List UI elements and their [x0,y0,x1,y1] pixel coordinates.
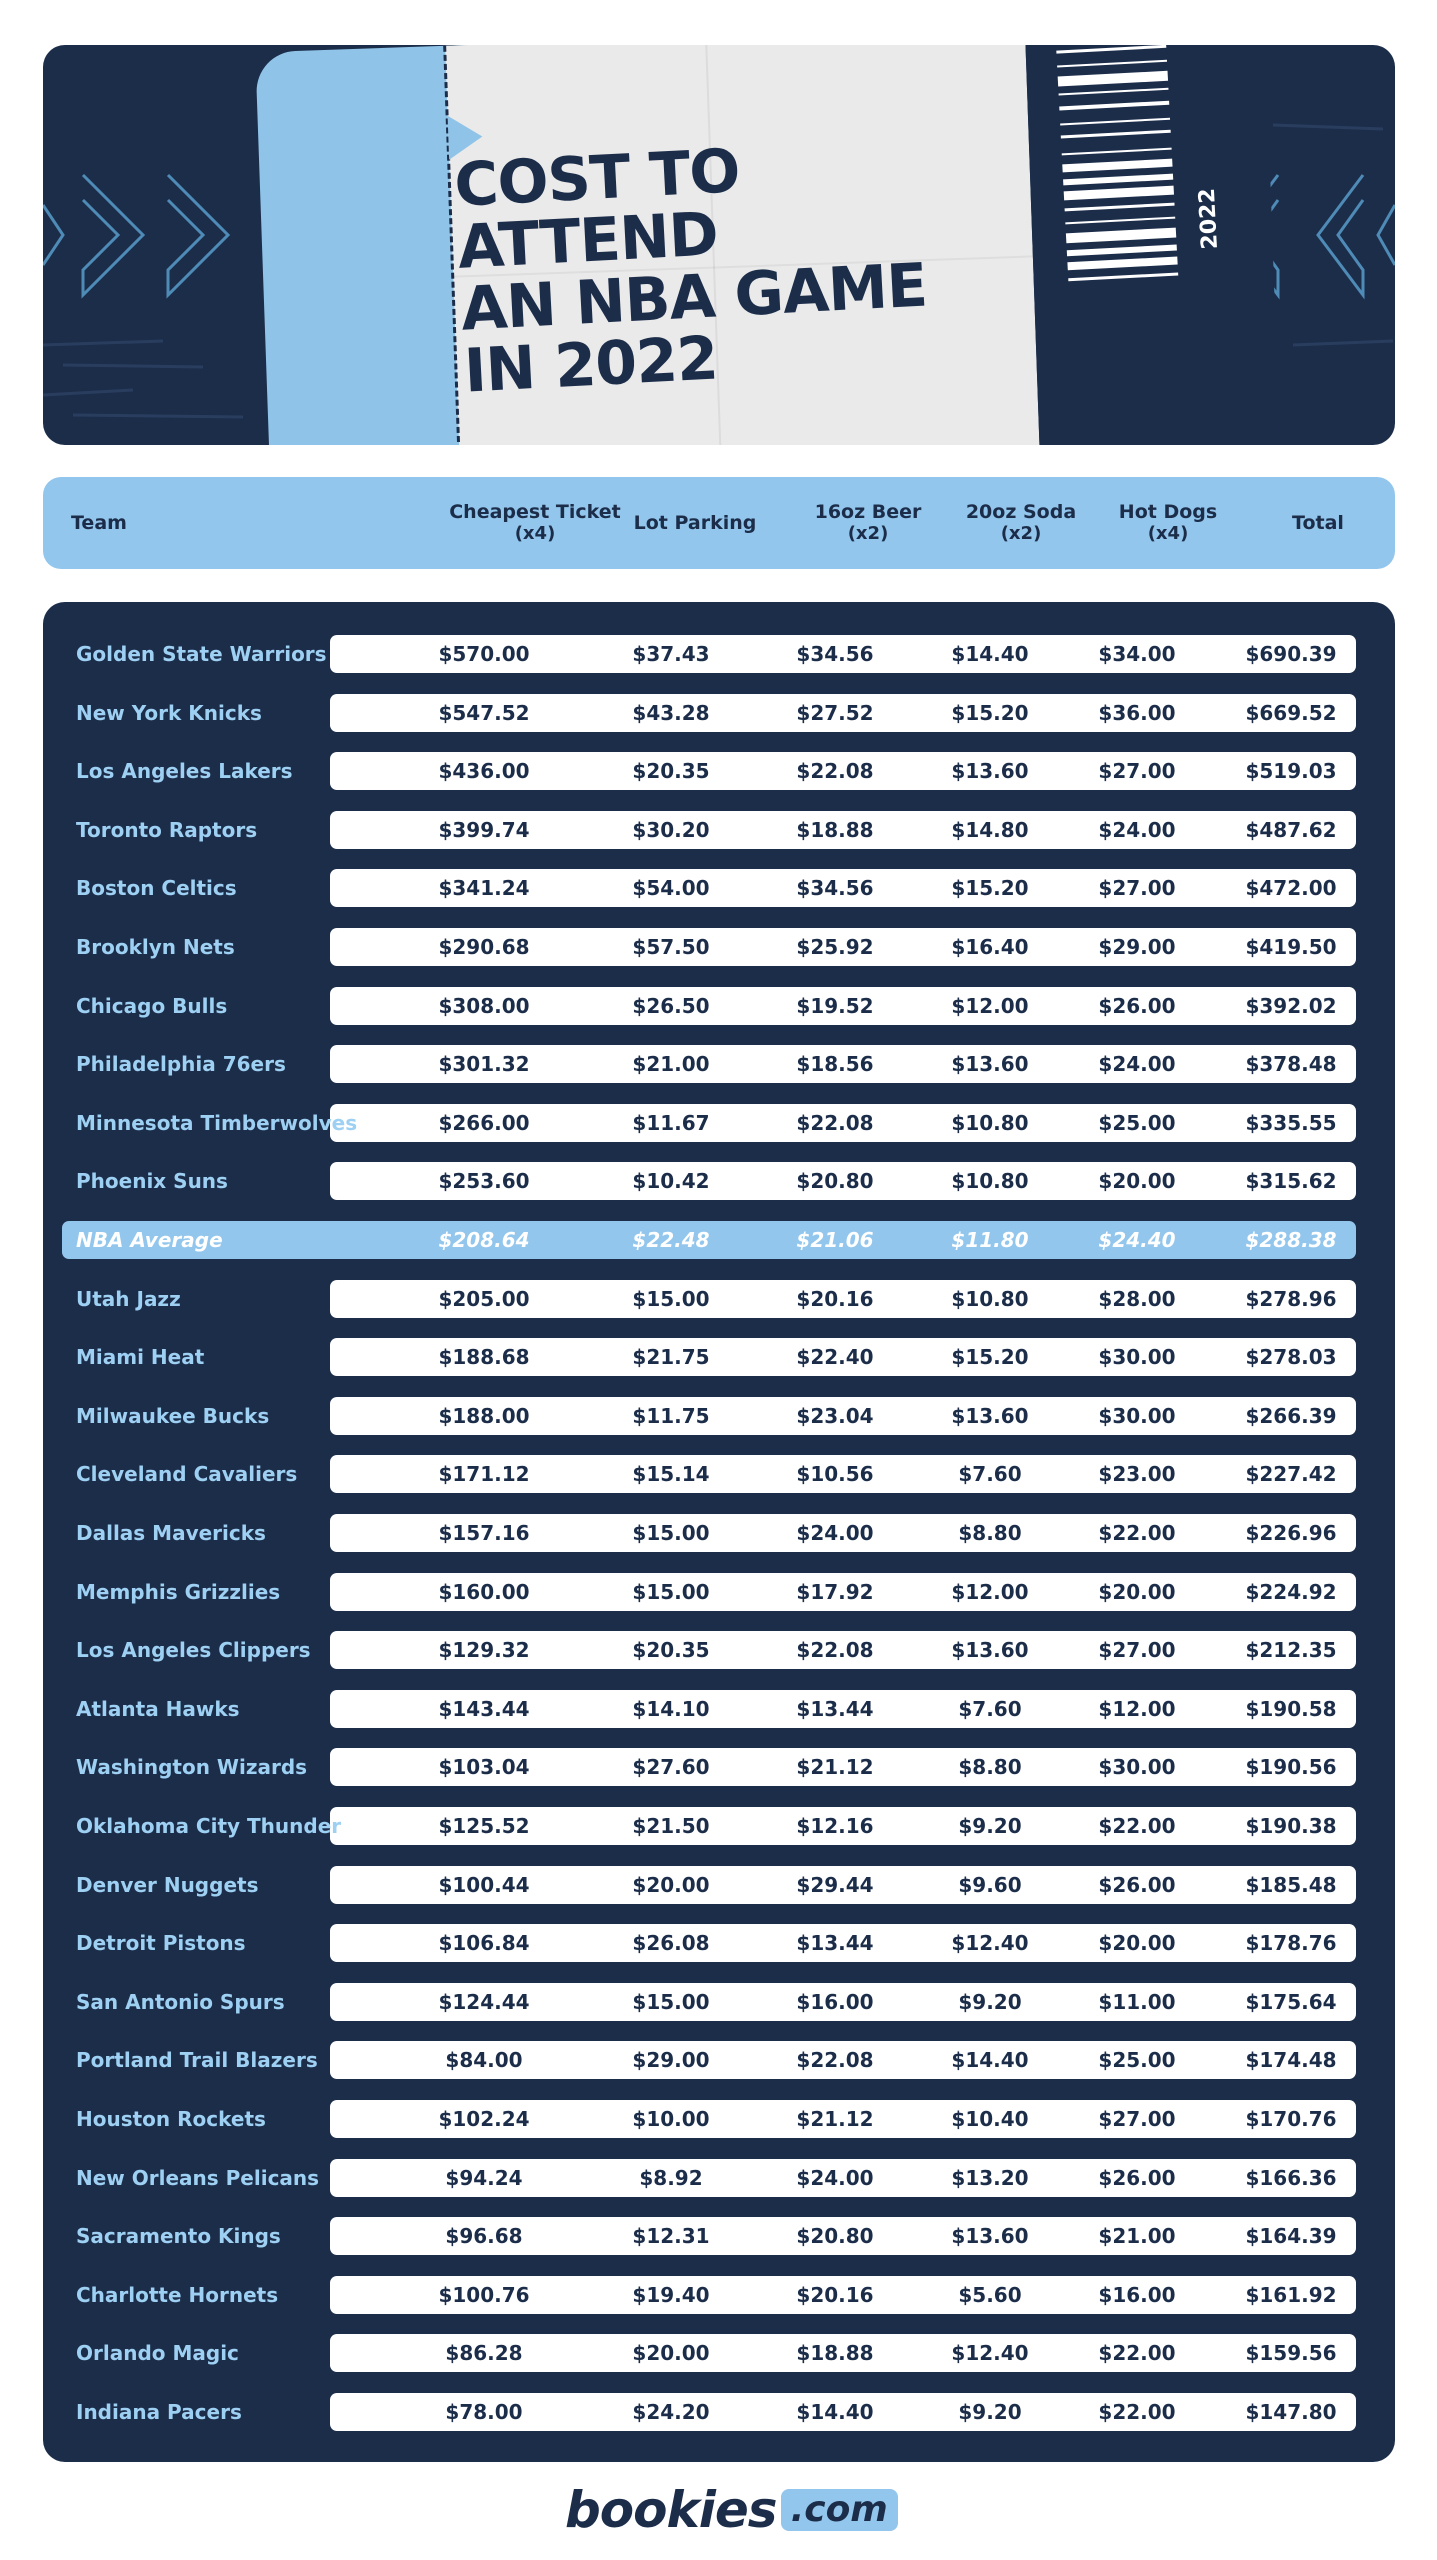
table-cell: $266.39 [1245,1403,1337,1428]
table-cell: $7.60 [958,1462,1022,1487]
team-name: Detroit Pistons [76,1931,246,1956]
table-cell: $24.00 [796,2165,874,2190]
table-cell: $11.75 [632,1403,710,1428]
table-row [43,1690,1395,1728]
table-cell: $12.16 [796,1814,874,1838]
table-cell: $143.44 [438,1696,530,1721]
table-cell: $10.40 [951,2107,1029,2131]
table-cell: $22.08 [796,1638,874,1663]
table-cell: $19.52 [796,993,874,1018]
team-name: Milwaukee Bucks [76,1403,270,1428]
header-lot-parking [595,477,795,569]
table-cell: $20.00 [632,1872,710,1897]
table-cell: $18.88 [796,2341,874,2366]
table-cell: $436.00 [438,759,530,784]
team-name: Dallas Mavericks [76,1521,266,1545]
table-cell: $22.08 [796,1110,874,1135]
table-cell: $178.76 [1245,1931,1337,1956]
table-row [43,1045,1395,1083]
table-cell: $29.00 [1098,935,1176,959]
table-cell: $20.16 [796,2282,874,2307]
table-cell: $84.00 [445,2048,523,2073]
table-cell: $20.80 [796,2224,874,2249]
table-cell: $14.10 [632,1696,710,1721]
table-cell: $21.00 [1098,2224,1176,2249]
table-cell: $21.50 [632,1814,710,1838]
table-cell: $34.56 [796,876,874,901]
table-cell: $27.00 [1098,2107,1176,2131]
team-name: Memphis Grizzlies [76,1579,281,1604]
table-cell: $253.60 [438,1169,530,1194]
team-name: Washington Wizards [76,1755,308,1780]
table-cell: $174.48 [1245,2048,1337,2073]
table-cell: $190.58 [1245,1696,1337,1721]
table-cell: $20.00 [1098,1169,1176,1194]
team-name: Utah Jazz [76,1286,181,1311]
table-cell: $20.16 [796,1286,874,1311]
table-cell: $20.00 [632,2341,710,2366]
table-row [43,1924,1395,1962]
table-cell: $28.00 [1098,1286,1176,1311]
table-cell: $472.00 [1245,876,1337,901]
header-label: 16oz Beer [814,501,922,523]
table-cell: $190.38 [1245,1814,1337,1838]
table-cell: $25.00 [1098,1110,1176,1135]
table-cell: $226.96 [1245,1521,1337,1545]
table-cell: $57.50 [632,935,710,959]
table-cell: $308.00 [438,993,530,1018]
team-name: San Antonio Spurs [76,1989,285,2014]
table-cell: $15.00 [632,1579,710,1604]
table-cell: $12.31 [632,2224,710,2249]
table-cell: $185.48 [1245,1872,1337,1897]
table-cell: $5.60 [958,2282,1022,2307]
table-cell: $164.39 [1245,2224,1337,2249]
table-cell: $13.60 [951,1403,1029,1428]
table-cell: $419.50 [1245,935,1337,959]
table-cell: $24.00 [1098,1052,1176,1077]
table-cell: $36.00 [1098,700,1176,725]
table-cell: $8.80 [958,1521,1022,1545]
table-cell: $20.00 [1098,1931,1176,1956]
table-cell: $54.00 [632,876,710,901]
table-cell: $18.88 [796,817,874,842]
header-sub: (x2) [847,523,889,544]
table-cell: $16.00 [796,1989,874,2014]
team-name: Oklahoma City Thunder [76,1814,342,1838]
table-row [43,1514,1395,1552]
table-cell: $13.44 [796,1696,874,1721]
table-cell: $34.00 [1098,642,1176,666]
table-cell: $129.32 [438,1638,530,1663]
table-cell: $30.20 [632,817,710,842]
team-name: Orlando Magic [76,2341,239,2366]
table-cell: $103.04 [438,1755,530,1780]
table-cell: $12.00 [951,1579,1029,1604]
table-cell: $188.68 [438,1345,530,1370]
team-name: Miami Heat [76,1345,205,1370]
barcode-year: 2022 [1194,187,1223,250]
table-cell: $10.80 [951,1286,1029,1311]
cost-table [43,602,1395,2462]
table-cell: $288.38 [1245,1228,1337,1252]
table-cell: $22.08 [796,2048,874,2073]
header-sub: (x2) [1000,523,1042,544]
table-cell: $301.32 [438,1052,530,1077]
table-cell: $14.40 [951,2048,1029,2073]
team-name: Boston Celtics [76,876,237,901]
table-cell: $315.62 [1245,1169,1337,1194]
team-name: Houston Rockets [76,2107,266,2131]
table-cell: $21.12 [796,1755,874,1780]
table-cell: $26.08 [632,1931,710,1956]
table-cell: $11.00 [1098,1989,1176,2014]
header-label: Cheapest Ticket [449,501,621,523]
table-cell: $30.00 [1098,1403,1176,1428]
table-cell: $24.00 [796,1521,874,1545]
table-cell: $30.00 [1098,1755,1176,1780]
table-cell: $26.00 [1098,2165,1176,2190]
table-cell: $24.00 [1098,817,1176,842]
table-cell: $8.80 [958,1755,1022,1780]
team-name: Phoenix Suns [76,1169,228,1194]
table-cell: $27.00 [1098,759,1176,784]
table-cell: $341.24 [438,876,530,901]
table-cell: $14.40 [796,2400,874,2424]
table-cell: $13.60 [951,1052,1029,1077]
banner-title: COST TO ATTEND AN NBA GAME IN 2022 [452,136,929,407]
table-cell: $13.60 [951,1638,1029,1663]
table-row [43,1455,1395,1493]
table-cell: $29.44 [796,1872,874,1897]
table-cell: $27.00 [1098,1638,1176,1663]
table-cell: $94.24 [445,2165,523,2190]
header-sub: (x4) [514,523,556,544]
table-cell: $27.00 [1098,876,1176,901]
table-cell: $23.04 [796,1403,874,1428]
banner [43,45,1395,445]
team-name: Philadelphia 76ers [76,1052,286,1077]
table-cell: $487.62 [1245,817,1337,842]
team-name: NBA Average [76,1228,223,1252]
table-cell: $378.48 [1245,1052,1337,1077]
table-cell: $166.36 [1245,2165,1337,2190]
table-cell: $224.92 [1245,1579,1337,1604]
table-cell: $22.48 [632,1228,710,1252]
table-cell: $278.03 [1245,1345,1337,1370]
table-cell: $12.00 [1098,1696,1176,1721]
header-label: Team [71,511,127,534]
table-row [43,1338,1395,1376]
table-cell: $9.20 [958,2400,1022,2424]
table-cell: $14.40 [951,642,1029,666]
table-cell: $23.00 [1098,1462,1176,1487]
team-name: Atlanta Hawks [76,1696,240,1721]
table-cell: $10.80 [951,1110,1029,1135]
team-name: Denver Nuggets [76,1872,259,1897]
table-cell: $9.20 [958,1989,1022,2014]
table-row [43,635,1395,673]
table-cell: $15.20 [951,700,1029,725]
team-name: Golden State Warriors [76,642,327,666]
team-name: Los Angeles Lakers [76,759,293,784]
table-cell: $16.40 [951,935,1029,959]
table-cell: $9.60 [958,1872,1022,1897]
team-name: Indiana Pacers [76,2400,242,2424]
table-cell: $12.40 [951,2341,1029,2366]
table-row [43,2041,1395,2079]
table-cell: $37.43 [632,642,710,666]
table-cell: $208.64 [438,1228,530,1252]
table-cell: $212.35 [1245,1638,1337,1663]
table-row [43,1631,1395,1669]
table-row [43,1162,1395,1200]
table-cell: $21.75 [632,1345,710,1370]
table-cell: $15.20 [951,876,1029,901]
team-name: New York Knicks [76,700,262,725]
table-cell: $690.39 [1245,642,1337,666]
table-cell: $25.00 [1098,2048,1176,2073]
table-cell: $22.08 [796,759,874,784]
table-cell: $16.00 [1098,2282,1176,2307]
team-name: Sacramento Kings [76,2224,281,2249]
table-cell: $100.76 [438,2282,530,2307]
table-cell: $34.56 [796,642,874,666]
table-cell: $570.00 [438,642,530,666]
header-label: Lot Parking [633,511,757,534]
table-cell: $159.56 [1245,2341,1337,2366]
table-row [43,1748,1395,1786]
table-row [43,1280,1395,1318]
table-cell: $519.03 [1245,759,1337,784]
table-row [43,2217,1395,2255]
table-row [43,1983,1395,2021]
table-cell: $22.00 [1098,2400,1176,2424]
average-row [43,1221,1395,1259]
table-cell: $13.60 [951,2224,1029,2249]
table-cell: $12.40 [951,1931,1029,1956]
team-name: Toronto Raptors [76,817,258,842]
column-header [43,477,1395,569]
table-cell: $8.92 [639,2165,703,2190]
table-row [43,2334,1395,2372]
bookies-logo [565,2480,898,2540]
table-cell: $29.00 [632,2048,710,2073]
table-row [43,1573,1395,1611]
header-label: Total [1292,511,1344,534]
table-cell: $171.12 [438,1462,530,1487]
table-cell: $25.92 [796,935,874,959]
table-row [43,1807,1395,1845]
team-name: Los Angeles Clippers [76,1638,311,1663]
table-row [43,869,1395,907]
table-cell: $20.00 [1098,1579,1176,1604]
table-cell: $227.42 [1245,1462,1337,1487]
table-cell: $21.00 [632,1052,710,1077]
table-cell: $10.42 [632,1169,710,1194]
table-cell: $14.80 [951,817,1029,842]
team-name: Portland Trail Blazers [76,2048,318,2073]
table-cell: $26.00 [1098,993,1176,1018]
header-sub: (x4) [1147,523,1189,544]
table-cell: $10.00 [632,2107,710,2131]
header-total [1218,477,1418,569]
table-row [43,987,1395,1025]
table-cell: $21.12 [796,2107,874,2131]
team-name: New Orleans Pelicans [76,2165,320,2190]
header-label: 20oz Soda [965,501,1077,523]
table-cell: $20.35 [632,759,710,784]
table-cell: $9.20 [958,1814,1022,1838]
header-team [71,477,127,569]
table-cell: $102.24 [438,2107,530,2131]
table-cell: $26.50 [632,993,710,1018]
table-cell: $106.84 [438,1931,530,1956]
table-cell: $175.64 [1245,1989,1337,2014]
table-cell: $15.00 [632,1286,710,1311]
table-row [43,752,1395,790]
table-cell: $7.60 [958,1696,1022,1721]
table-cell: $11.67 [632,1110,710,1135]
table-cell: $22.00 [1098,1521,1176,1545]
table-row [43,694,1395,732]
table-cell: $669.52 [1245,700,1337,725]
table-cell: $12.00 [951,993,1029,1018]
table-cell: $100.44 [438,1872,530,1897]
table-cell: $13.20 [951,2165,1029,2190]
table-cell: $27.52 [796,700,874,725]
table-cell: $22.00 [1098,2341,1176,2366]
table-cell: $27.60 [632,1755,710,1780]
team-name: Chicago Bulls [76,993,228,1018]
table-cell: $22.40 [796,1345,874,1370]
table-cell: $21.06 [796,1228,874,1252]
table-cell: $399.74 [438,817,530,842]
table-row [43,1397,1395,1435]
table-cell: $10.80 [951,1169,1029,1194]
table-row [43,2100,1395,2138]
table-cell: $26.00 [1098,1872,1176,1897]
table-cell: $278.96 [1245,1286,1337,1311]
table-cell: $13.44 [796,1931,874,1956]
table-cell: $24.40 [1098,1228,1176,1252]
table-cell: $15.00 [632,1989,710,2014]
table-cell: $13.60 [951,759,1029,784]
table-cell: $125.52 [438,1814,530,1838]
table-row [43,1866,1395,1904]
table-row [43,1104,1395,1142]
table-cell: $17.92 [796,1579,874,1604]
table-row [43,2393,1395,2431]
logo-word: bookies [565,2481,777,2539]
table-cell: $160.00 [438,1579,530,1604]
team-name: Cleveland Cavaliers [76,1462,298,1487]
table-cell: $10.56 [796,1462,874,1487]
table-cell: $170.76 [1245,2107,1337,2131]
table-cell: $15.14 [632,1462,710,1487]
table-cell: $20.35 [632,1638,710,1663]
table-cell: $161.92 [1245,2282,1337,2307]
table-cell: $335.55 [1245,1110,1337,1135]
team-name: Charlotte Hornets [76,2282,279,2307]
table-cell: $78.00 [445,2400,523,2424]
table-cell: $190.56 [1245,1755,1337,1780]
table-cell: $22.00 [1098,1814,1176,1838]
table-row [43,2159,1395,2197]
barcode-icon [1048,45,1197,419]
table-cell: $11.80 [951,1228,1029,1252]
table-cell: $96.68 [445,2224,523,2249]
table-cell: $147.80 [1245,2400,1337,2424]
table-cell: $188.00 [438,1403,530,1428]
table-cell: $24.20 [632,2400,710,2424]
table-cell: $30.00 [1098,1345,1176,1370]
header-label: Hot Dogs [1118,501,1218,523]
logo-tld: .com [781,2489,898,2531]
table-row [43,928,1395,966]
table-cell: $266.00 [438,1110,530,1135]
table-cell: $124.44 [438,1989,530,2014]
table-cell: $43.28 [632,700,710,725]
table-cell: $15.00 [632,1521,710,1545]
team-name: Brooklyn Nets [76,935,235,959]
table-cell: $19.40 [632,2282,710,2307]
table-cell: $205.00 [438,1286,530,1311]
table-cell: $547.52 [438,700,530,725]
table-row [43,2276,1395,2314]
table-cell: $157.16 [438,1521,530,1545]
table-row [43,811,1395,849]
table-cell: $392.02 [1245,993,1337,1018]
table-cell: $290.68 [438,935,530,959]
table-cell: $18.56 [796,1052,874,1077]
table-cell: $20.80 [796,1169,874,1194]
team-name: Minnesota Timberwolves [76,1110,358,1135]
table-cell: $86.28 [445,2341,523,2366]
table-cell: $15.20 [951,1345,1029,1370]
